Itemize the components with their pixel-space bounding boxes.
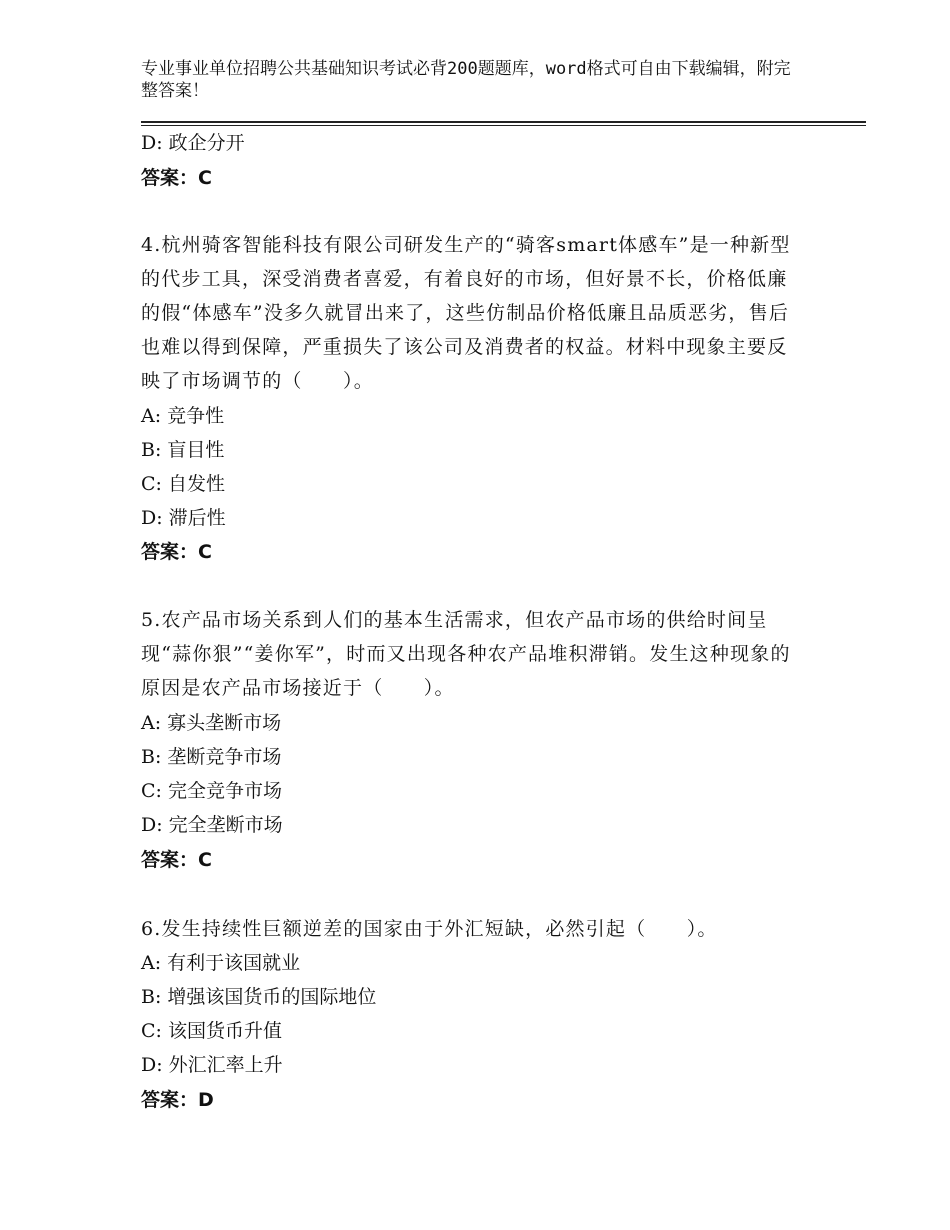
answer-line: 答案：C [141,167,212,189]
header-divider-thin [141,125,866,126]
option-d: D: 滞后性 [141,507,226,529]
answer-line: 答案：C [141,849,212,871]
option-b: B: 垄断竞争市场 [141,746,282,768]
option-a: A: 寡头垄断市场 [141,712,282,734]
option-a: A: 有利于该国就业 [141,952,301,974]
question-stem: 6.发生持续性巨额逆差的国家由于外汇短缺，必然引起（ ）。 [141,918,718,940]
option-b: B: 盲目性 [141,439,225,461]
option-c: C: 该国货币升值 [141,1020,282,1042]
option-d: D: 完全垄断市场 [141,814,283,836]
option-d: D: 政企分开 [141,132,245,154]
header-divider [141,121,866,123]
option-a: A: 竞争性 [141,405,225,427]
option-d: D: 外汇汇率上升 [141,1054,283,1076]
option-c: C: 完全竞争市场 [141,780,282,802]
option-c: C: 自发性 [141,473,225,495]
answer-line: 答案：C [141,541,212,563]
page-header: 专业事业单位招聘公共基础知识考试必背200题题库，word格式可自由下载编辑，附完整答案！ [141,59,791,101]
question-stem: 5.农产品市场关系到人们的基本生活需求，但农产品市场的供给时间呈现“蒜你狠”“姜你军”，时而又出现各种农产品堆积滞销。发生这种现象的原因是农产品市场接近于（ ）。 [141,609,791,699]
option-b: B: 增强该国货币的国际地位 [141,986,377,1008]
answer-line: 答案：D [141,1089,214,1111]
question-stem: 4.杭州骑客智能科技有限公司研发生产的“骑客smart体感车”是一种新型的代步工具，深受消费者喜爱，有着良好的市场，但好景不长，价格低廉的假“体感车”没多久就冒出来了，这些仿制品价格低廉且品质恶劣，售后也难以得到保障，严重损失了该公司及消费者的权益。材料中现象主要反映了市场调节的（ ）。 [141,234,791,392]
